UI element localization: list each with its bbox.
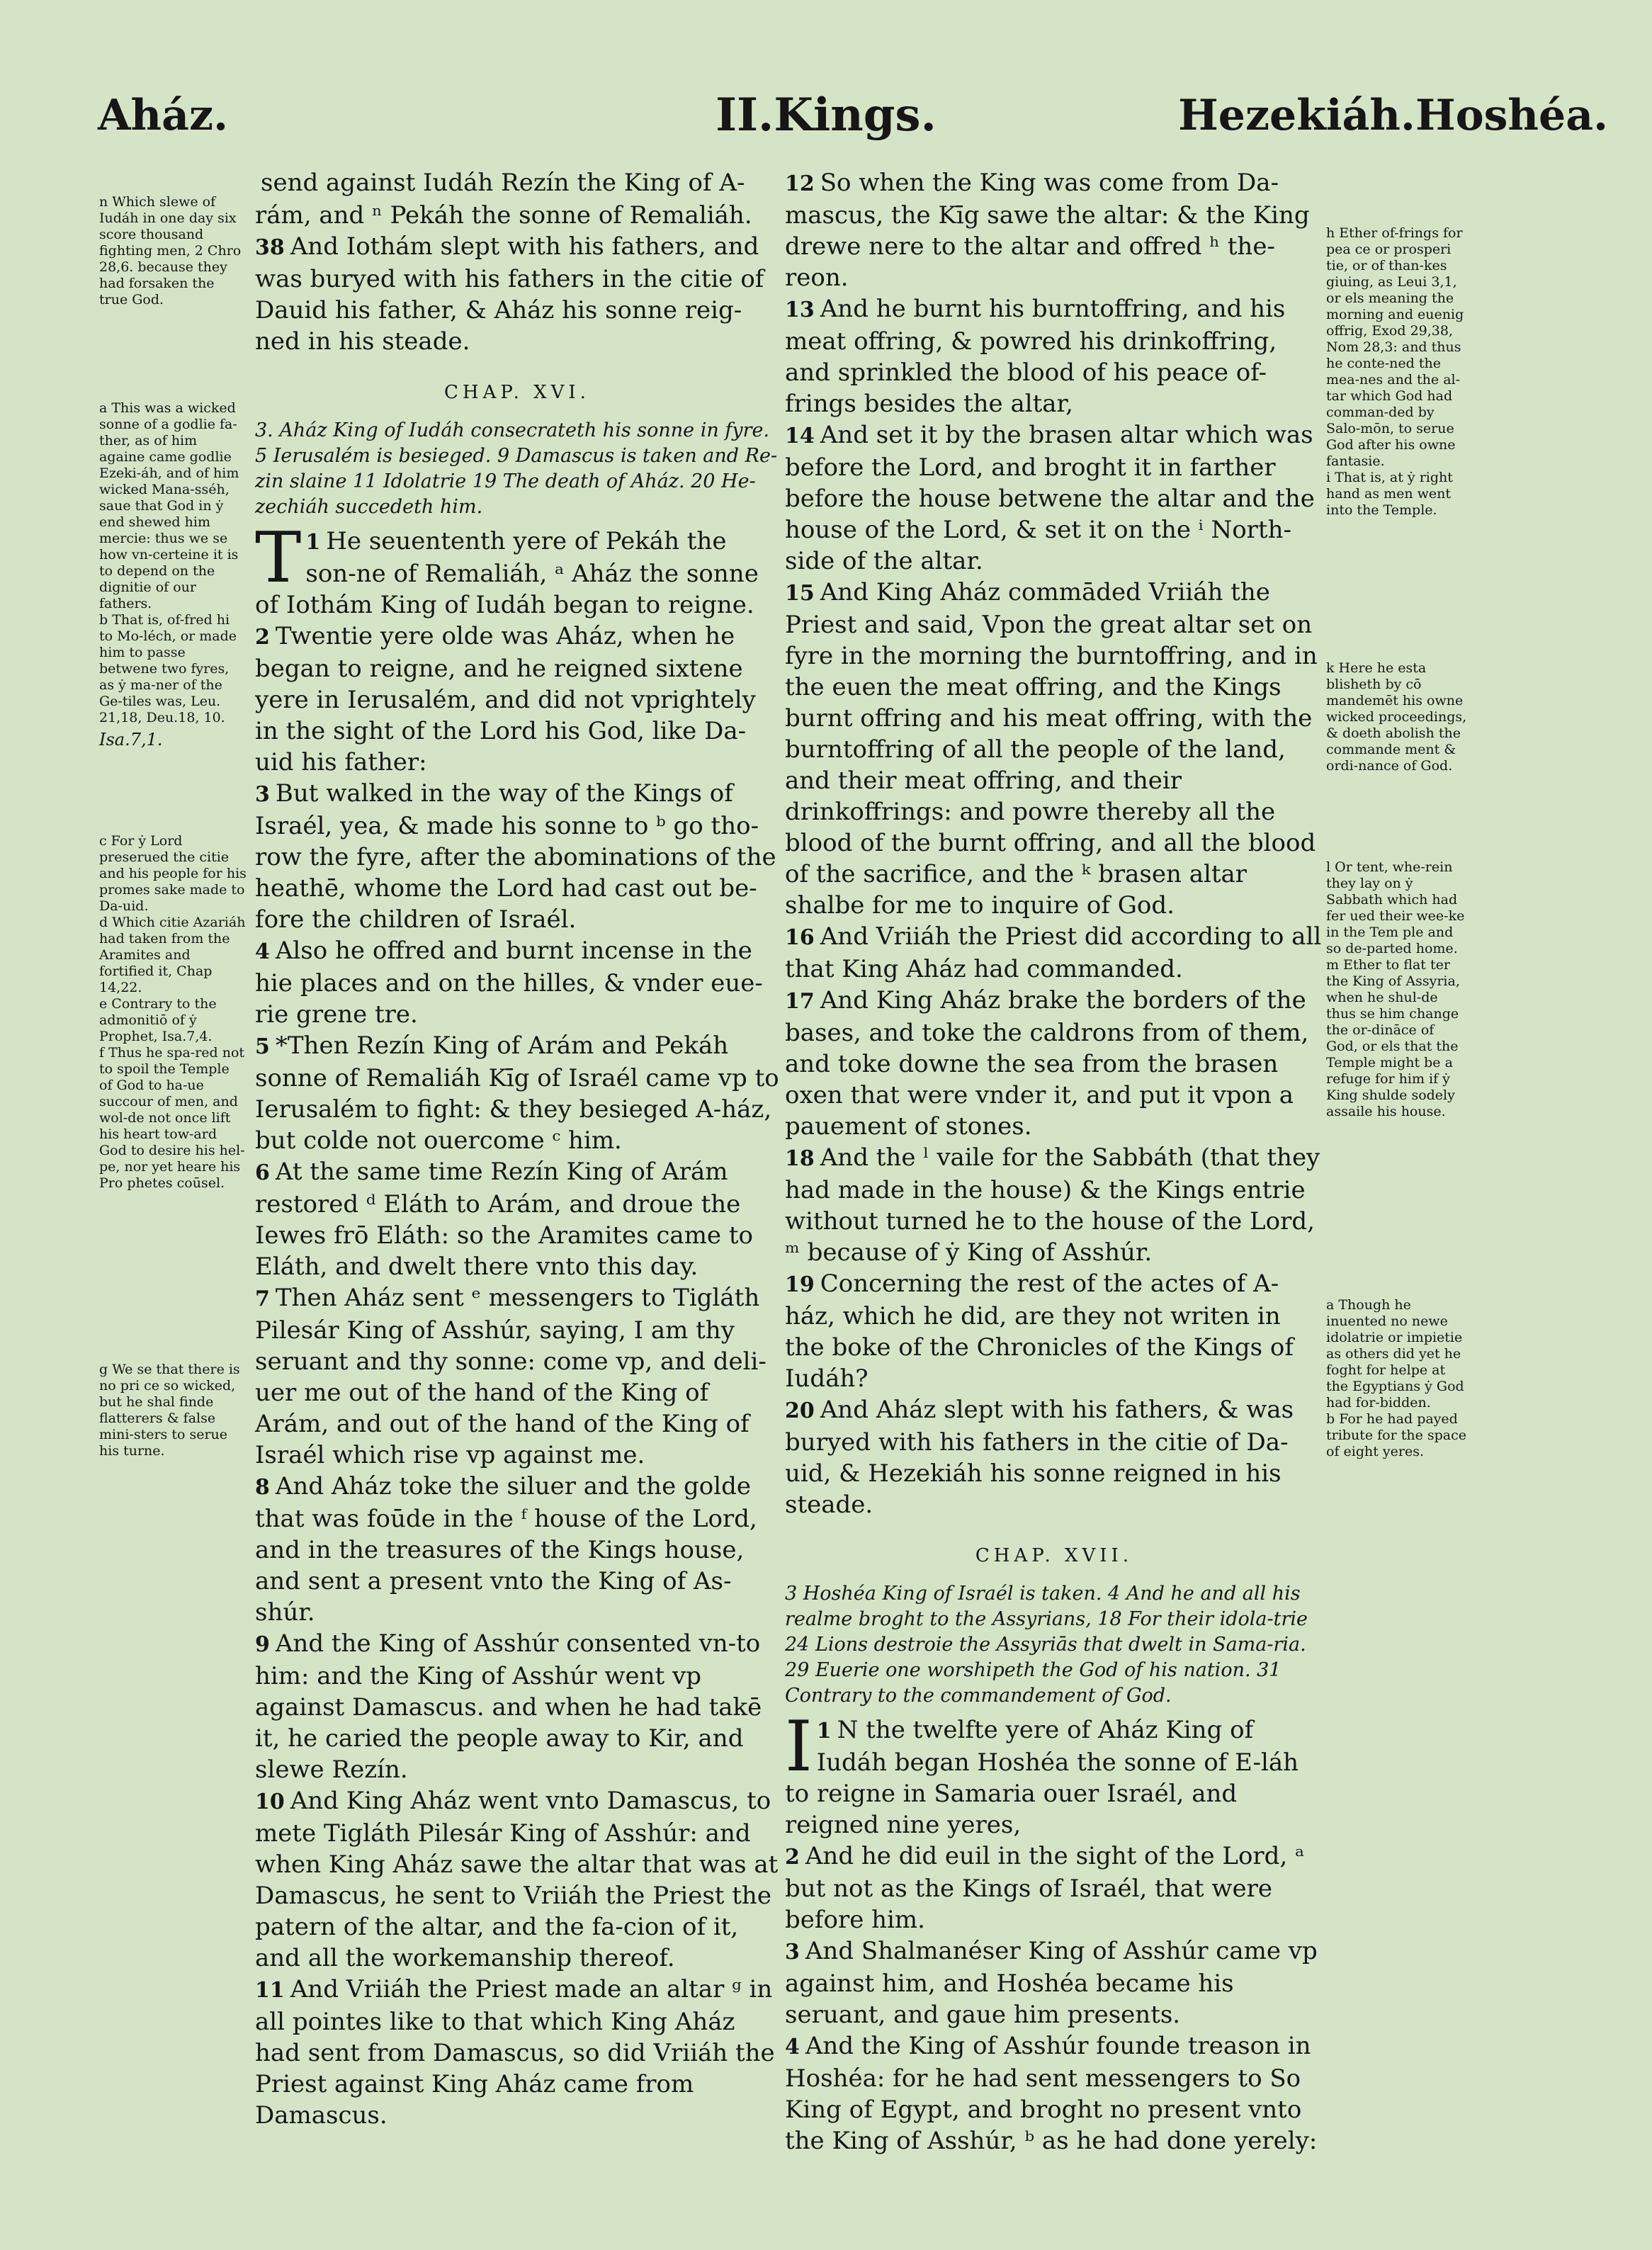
verse-number: 14 (785, 424, 815, 448)
verse-number: 18 (785, 1146, 815, 1171)
verse-text: And King Aház brake the borders of the bases, and toke the caldrons from of them, and toke downe the sea from the brasen oxen that were vnder it, and put it vpon a pauement of stones. (785, 986, 1309, 1141)
verse-text: *Then Rezín King of Arám and Pekáh sonne of Remaliáh Kīg of Israél came vp to Ierusalém to fight: & they besieged A-ház, but colde not ouercome ᶜ him. (255, 1031, 779, 1155)
text-column-right (785, 167, 1323, 2156)
verse (785, 419, 1323, 577)
margin-note: k Here he esta blisheth by cō mandemēt his owne wicked proceedings, & doeth abolish the commande ment & ordi-nance of God. (1326, 660, 1467, 774)
verse-number: 38 (255, 235, 285, 260)
verse-text: send against Iudáh Rezín the King of A-rám, and ⁿ Pekáh the sonne of Remaliáh. (255, 169, 752, 230)
verse-text: And the King of Asshúr founde treason in Hoshéa: for he had sent messengers to So King of Egypt, and broght no present vnto the King of Asshúr, ᵇ as he had done yerely: (785, 2032, 1318, 2155)
verse-text: And King Aház commāded Vriiáh the Priest and said, Vpon the great altar set on fyre in the morning the burntoffring, and in the euen the meat offring, and the Kings burnt offring and his meat offring, with the burntoffring of all the people of the land, and their meat offring, and their drinkoffrings: and powre thereby all the blood of the burnt offring, and all the blood of the sacrifice, and the ᵏ brasen altar shalbe for me to inquire of God. (785, 578, 1318, 920)
chapter-heading: CHAP. XVII. (975, 1545, 1133, 1566)
margin-note: m Ether to flat ter the King of Assyria, when he shul-de thus se him change the or-dināce of God, or els that the Temple might be a refuge for him if ẏ King shulde sodely assaile his house. (1326, 957, 1460, 1119)
verse (255, 1785, 779, 1974)
verse-text: And he burnt his burntoffring, and his meat offring, & powred his drinkoffring, and sprinkled the blood of his peace of-frings besides the altar, (785, 295, 1286, 418)
chapter-heading: CHAP. XVI. (444, 382, 590, 403)
verse-text: And Aház slept with his fathers, & was buryed with his fathers in the citie of Da-uid, & Hezekiáh his sonne reigned in his steade. (785, 1396, 1294, 1519)
verse-number: 20 (785, 1398, 815, 1423)
verse-number: 7 (255, 1287, 270, 1311)
margin-note: a This was a wicked sonne of a godlie fa-ther, as of him againe came godlie Ezeki-áh, and of him wicked Mana-sséh, saue that God in ẏ end shewed him mercie: thus we se how vn-certeine it is to depend on the dignitie of our fathers. (99, 400, 239, 611)
chapter-summary: 3. Aház King of Iudáh consecrateth his sonne in fyre. 5 Ierusalém is besieged. 9 Damascus is taken and Re-zin slaine 11 Idolatrie 19 The death of Aház. 20 He-zechiáh succedeth him. (255, 419, 778, 518)
verse-number: 11 (255, 1978, 285, 2003)
verse (255, 1628, 779, 1785)
margin-note: b That is, of-fred hi to Mo-léch, or made him to passe betwene two fyres, as ẏ ma-ner of the Ge-tiles was, Leu. 21,18, Deu.18, 10. (99, 612, 237, 725)
verse (785, 1707, 1323, 1841)
verse (255, 1030, 779, 1156)
verse-number: 4 (255, 939, 270, 964)
verse-number: 3 (785, 1940, 800, 1964)
verse (785, 577, 1323, 921)
verse (255, 231, 779, 357)
verse (785, 293, 1323, 419)
verse (255, 1974, 779, 2131)
verse-number: 16 (785, 925, 815, 950)
verse (255, 1282, 779, 1471)
verse-number: 1 (816, 1719, 832, 1743)
margin-note: i That is, at ẏ right hand as men went into the Temple. (1326, 470, 1453, 518)
running-header (0, 84, 1652, 147)
verse-text: And he did euil in the sight of the Lord, ᵃ but not as the Kings of Israél, that were before him. (785, 1842, 1305, 1934)
margin-note: h Ether of-frings for pea ce or prosperi tie, or of than-kes giuing, as Leui 3,1, or els meaning the morning and euenig offrig, Exod 29,38, Nom 28,3: and thus he conte-ned the mea-nes and the al-tar which God had comman-ded by Salo-mōn, to serue God after his owne fantasie. (1326, 225, 1464, 469)
margin-note: a Though he inuented no newe idolatrie or impietie as others did yet he foght for helpe at the Egyptians ẏ God had for-bidden. (1326, 1297, 1464, 1411)
verse (785, 985, 1323, 1142)
header-left: Aház. (98, 91, 229, 140)
margin-notes-right (1326, 225, 1468, 1460)
margin-note: e Contrary to the admonitiō of ẏ Prophet, Isa.7,4. (99, 996, 217, 1044)
verse (785, 167, 1323, 293)
header-right: Hezekiáh.Hoshéa. (1178, 91, 1608, 140)
verse-number: 4 (785, 2035, 800, 2059)
verse-text: And Vriiáh the Priest made an altar ᵍ in all pointes like to that which King Aház had sent from Damascus, so did Vriiáh the Priest against King Aház came from Damascus. (255, 1975, 775, 2130)
verse-text: Also he offred and burnt incense in the hie places and on the hilles, & vnder eue-rie grene tre. (255, 937, 763, 1029)
verse-number: 3 (255, 782, 270, 807)
verse-text: And the King of Asshúr consented vn-to him: and the King of Asshúr went vp against Damascus. and when he had takē it, he caried the people away to Kir, and slewe Rezín. (255, 1629, 762, 1784)
verse (785, 1142, 1323, 1268)
text-column-left (255, 167, 779, 2131)
chapter-summary: 3 Hoshéa King of Israél is taken. 4 And he and all his realme broght to the Assyrians, 18 For their idola-trie 24 Lions destroie the Assyriās that dwelt in Sama-ria. 29 Euerie one worshipeth the God of his nation. 31 Contrary to the commandement of God. (785, 1583, 1308, 1707)
verse-text: So when the King was come from Da-mascus, the Kīg sawe the altar: & the King drewe nere to the altar and offred ʰ the-reon. (785, 169, 1310, 292)
verse-text: And the ˡ vaile for the Sabbáth (that they had made in the house) & the Kings entrie without turned he to the house of the Lord, ᵐ because of ẏ King of Asshúr. (785, 1143, 1320, 1267)
verse (785, 1268, 1323, 1394)
header-center: II.Kings. (715, 89, 937, 142)
verse-text: And Vriiáh the Priest did according to all that King Aház had commanded. (785, 922, 1322, 983)
margin-note: Isa.7,1. (99, 730, 163, 750)
verse (785, 2030, 1323, 2156)
verse-text: Twentie yere olde was Aház, when he began to reigne, and he reigned sixtene yere in Ierusalém, and did not vprightely in the sight of the Lord his God, like Da-uid his father: (255, 622, 756, 776)
verse (785, 1935, 1323, 2030)
verse-number: 15 (785, 581, 815, 606)
verse-number: 1 (305, 530, 321, 555)
verse (785, 1394, 1323, 1520)
verse-number: 9 (255, 1632, 270, 1657)
verse-text: And Shalmanéser King of Asshúr came vp against him, and Hoshéa became his seruant, and gaue him presents. (785, 1937, 1318, 2029)
margin-note: c For ẏ Lord preserued the citie and his people for his promes sake made to Da-uid. (99, 833, 247, 914)
verse-text: He seuententh yere of Pekáh the son-ne of Remaliáh, ᵃ Aház the sonne of Iothám King of Iudáh began to reigne. (255, 527, 759, 619)
verse-number: 12 (785, 171, 815, 196)
margin-note: b For he had payed tribute for the space of eight yeres. (1326, 1411, 1466, 1459)
verse (255, 778, 779, 935)
verse-number: 5 (255, 1034, 270, 1059)
margin-notes-left (99, 194, 247, 1459)
verse (255, 1471, 779, 1628)
drop-cap: I (785, 1707, 813, 1787)
verse-number: 2 (255, 625, 270, 650)
verse-number: 2 (785, 1845, 800, 1870)
verse (255, 935, 779, 1030)
verse-text: And Iothám slept with his fathers, and was buryed with his fathers in the citie of Dauid his father, & Aház his sonne reig-ned in his steade. (255, 232, 764, 356)
verse-number: 6 (255, 1160, 270, 1185)
verse-number: 8 (255, 1475, 270, 1500)
verse-number: 10 (255, 1790, 285, 1814)
verse (785, 1841, 1323, 1935)
verse (255, 621, 779, 778)
verse-number: 13 (785, 298, 815, 322)
verse-text: Then Aház sent ᵉ messengers to Tigláth Pilesár King of Asshúr, saying, I am thy seruant and thy sonne: come vp, and deli-uer me out of the hand of the King of Arám, and out of the hand of the King of Israél which rise vp against me. (255, 1284, 766, 1469)
margin-note: g We se that there is no pri ce so wicked, but he shal finde flatterers & false mini-sters to serue his turne. (99, 1362, 240, 1459)
margin-note: f Thus he spa-red not to spoil the Temple of God to ha-ue succour of men, and wol-de not once lift his heart tow-ard God to desire his hel-pe, nor yet heare his Pro phetes coūsel. (99, 1045, 245, 1191)
verse-text: N the twelfte yere of Aház King of Iudáh began Hoshéa the sonne of E-láh to reigne in Samaria ouer Israél, and reigned nine yeres, (785, 1716, 1299, 1839)
verse-text: At the same time Rezín King of Arám restored ᵈ Eláth to Arám, and droue the Iewes frō Eláth: so the Aramites came to Eláth, and dwelt there vnto this day. (255, 1158, 753, 1281)
verse (255, 167, 779, 231)
verse-number: 19 (785, 1272, 815, 1297)
verse-text: Concerning the rest of the actes of A-ház, which he did, are they not writen in the boke of the Chronicles of the Kings of Iudáh? (785, 1270, 1294, 1393)
verse-text: And Aház toke the siluer and the golde that was foūde in the ᶠ house of the Lord, and in the treasures of the Kings house, and sent a present vnto the King of As-shúr. (255, 1472, 757, 1627)
margin-note: l Or tent, whe-rein they lay on ẏ Sabbath which had fer ued their wee-ke in the Tem ple and so de-parted home. (1326, 859, 1465, 956)
margin-note: n Which slewe of Iudáh in one day six score thousand fighting men, 2 Chro 28,6. because they had forsaken the true God. (99, 194, 242, 307)
verse-text: But walked in the way of the Kings of Israél, yea, & made his sonne to ᵇ go tho-row the fyre, after the abominations of the heathē, whome the Lord had cast out be-fore the children of Israél. (255, 779, 776, 934)
verse (255, 1156, 779, 1282)
verse (785, 921, 1323, 985)
verse (255, 518, 779, 621)
verse-number: 17 (785, 989, 815, 1014)
margin-note: d Which citie Azariáh had taken from the Aramites and fortified it, Chap 14,22. (99, 915, 246, 995)
drop-cap: T (255, 518, 302, 599)
verse-text: And set it by the brasen altar which was before the Lord, and broght it in farther before the house betwene the altar and the house of the Lord, & set it on the ⁱ North-side of the altar. (785, 421, 1315, 575)
verse-text: And King Aház went vnto Damascus, to mete Tigláth Pilesár King of Asshúr: and when King Aház sawe the altar that was at Damascus, he sent to Vriiáh the Priest the patern of the altar, and the fa-cion of it, and all the workemanship thereof. (255, 1787, 779, 1972)
